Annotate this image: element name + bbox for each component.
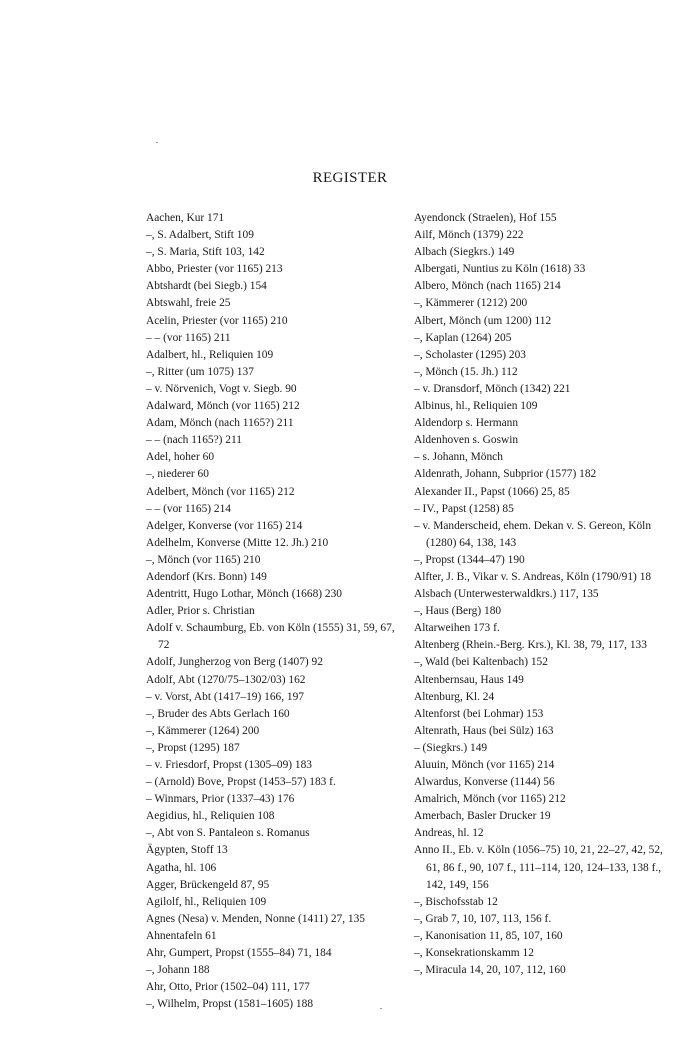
index-entry: –, Miracula 14, 20, 107, 112, 160	[414, 964, 566, 977]
index-entry: –, Mönch (15. Jh.) 112	[414, 365, 518, 378]
index-entry: Adelbert, Mönch (vor 1165) 212	[146, 485, 295, 498]
index-entry: – v. Vorst, Abt (1417–19) 166, 197	[146, 690, 304, 703]
index-entry: – – (nach 1165?) 211	[146, 434, 242, 447]
index-entry: Altarweihen 173 f.	[414, 622, 500, 635]
index-entry: Aldenrath, Johann, Subprior (1577) 182	[414, 468, 597, 481]
index-entry: – IV., Papst (1258) 85	[414, 502, 514, 515]
index-entry: –, Kämmerer (1264) 200	[146, 724, 260, 737]
index-entry: Aegidius, hl., Reliquien 108	[146, 810, 275, 823]
index-entry: Aluuin, Mönch (vor 1165) 214	[414, 759, 555, 771]
index-entry: Ägypten, Stoff 13	[146, 844, 228, 857]
index-entry: Abtshardt (bei Siegb.) 154	[146, 280, 267, 293]
index-entry: Agatha, hl. 106	[146, 861, 217, 874]
index-entry: –, niederer 60	[146, 468, 209, 481]
index-entry: Alwardus, Konverse (1144) 56	[414, 776, 555, 789]
index-entry: –, Ritter (um 1075) 137	[146, 365, 254, 378]
index-entry: Altenforst (bei Lohmar) 153	[414, 707, 544, 720]
index-column-left	[146, 210, 408, 1013]
index-entry: Anno II., Eb. v. Köln (1056–75) 10, 21, 22–27, 42, 52, 61, 86 f., 90, 107 f., 111–114, 120, 124–133, 138 f., 142, 149, 156	[414, 844, 663, 891]
index-entry: Alexander II., Papst (1066) 25, 85	[414, 485, 570, 498]
index-entry: Agnes (Nesa) v. Menden, Nonne (1411) 27, 135	[146, 912, 366, 925]
index-entry: – v. Friesdorf, Propst (1305–09) 183	[146, 759, 312, 771]
index-entry: Amalrich, Mönch (vor 1165) 212	[414, 793, 566, 806]
index-entry: – (Siegkrs.) 149	[414, 741, 488, 754]
index-entry: Abbo, Priester (vor 1165) 213	[146, 263, 283, 276]
index-entry: Albach (Siegkrs.) 149	[414, 246, 515, 259]
page-title: REGISTER	[312, 170, 388, 186]
index-entry: –, Grab 7, 10, 107, 113, 156 f.	[414, 912, 552, 925]
index-entry: –, Bischofsstab 12	[414, 895, 498, 908]
index-entry: Adalward, Mönch (vor 1165) 212	[146, 400, 300, 413]
index-entry: –, Johann 188	[146, 964, 210, 977]
index-entry: –, Konsekrationskamm 12	[414, 947, 534, 960]
index-entry: Alfter, J. B., Vikar v. S. Andreas, Köln (1790/91) 18	[414, 570, 652, 583]
index-entry: Ailf, Mönch (1379) 222	[414, 229, 524, 242]
index-entry: – v. Manderscheid, ehem. Dekan v. S. Gereon, Köln (1280) 64, 138, 143	[414, 519, 652, 549]
index-entry: Albergati, Nuntius zu Köln (1618) 33	[414, 263, 586, 276]
index-entry: –, Bruder des Abts Gerlach 160	[146, 707, 290, 720]
index-entry: –, Kaplan (1264) 205	[414, 331, 512, 344]
index-entry: –, Kanonisation 11, 85, 107, 160	[414, 929, 563, 942]
index-entry: Altenburg, Kl. 24	[414, 690, 495, 703]
index-entry: Acelin, Priester (vor 1165) 210	[146, 314, 288, 327]
index-entry: Adelhelm, Konverse (Mitte 12. Jh.) 210	[146, 536, 329, 549]
index-entry: Adel, hoher 60	[146, 451, 215, 464]
index-entry: Alsbach (Unterwesterwaldkrs.) 117, 135	[414, 588, 599, 601]
index-entry: Agilolf, hl., Reliquien 109	[146, 895, 267, 908]
index-entry: – s. Johann, Mönch	[414, 451, 503, 464]
index-entry: –, Propst (1295) 187	[146, 741, 240, 754]
index-entry: Ahr, Otto, Prior (1502–04) 111, 177	[146, 981, 310, 994]
index-entry: – v. Dransdorf, Mönch (1342) 221	[414, 382, 571, 395]
index-entry: Adam, Mönch (nach 1165?) 211	[146, 417, 294, 430]
index-entry: Ahnentafeln 61	[146, 929, 217, 942]
index-entry: –, Scholaster (1295) 203	[414, 348, 526, 361]
index-entry: Altenrath, Haus (bei Sülz) 163	[414, 724, 554, 737]
index-entry: Adler, Prior s. Christian	[146, 605, 255, 618]
index-entry: Altenbernsau, Haus 149	[414, 673, 524, 686]
index-entry: Ayendonck (Straelen), Hof 155	[414, 212, 557, 224]
index-entry: – – (vor 1165) 211	[146, 331, 231, 344]
index-entry: Abtswahl, freie 25	[146, 297, 231, 310]
index-entry: Albinus, hl., Reliquien 109	[414, 400, 538, 413]
index-entry: Adolf v. Schaumburg, Eb. von Köln (1555) 31, 59, 67, 72	[146, 622, 395, 652]
index-entry: Adendorf (Krs. Bonn) 149	[146, 570, 267, 583]
index-entry: –, Wilhelm, Propst (1581–1605) 188	[146, 998, 314, 1011]
index-entry: Andreas, hl. 12	[414, 827, 484, 840]
index-entry: –, Haus (Berg) 180	[414, 605, 502, 618]
index-entry: Albert, Mönch (um 1200) 112	[414, 314, 552, 327]
index-entry: Agger, Brückengeld 87, 95	[146, 878, 270, 891]
index-entry: – v. Nörvenich, Vogt v. Siegb. 90	[146, 382, 297, 395]
index-entry: Aachen, Kur 171	[146, 212, 225, 224]
index-entry: Altenberg (Rhein.-Berg. Krs.), Kl. 38, 79, 117, 133	[414, 639, 647, 652]
index-entry: –, Wald (bei Kaltenbach) 152	[414, 656, 548, 669]
index-entry: –, Mönch (vor 1165) 210	[146, 553, 261, 566]
index-entry: Aldenhoven s. Goswin	[414, 434, 519, 447]
index-entry: –, Kämmerer (1212) 200	[414, 297, 528, 310]
index-entry: Adolf, Abt (1270/75–1302/03) 162	[146, 673, 306, 686]
index-entry: – (Arnold) Bove, Propst (1453–57) 183 f.	[146, 776, 336, 789]
index-entry: –, S. Maria, Stift 103, 142	[146, 246, 265, 259]
index-entry: –, Abt von S. Pantaleon s. Romanus	[146, 827, 310, 840]
index-entry: Ahr, Gumpert, Propst (1555–84) 71, 184	[146, 947, 332, 960]
index-column-right	[414, 210, 676, 979]
index-entry: – Winmars, Prior (1337–43) 176	[146, 793, 295, 806]
index-entry: Adolf, Jungherzog von Berg (1407) 92	[146, 656, 323, 669]
index-entry: Albero, Mönch (nach 1165) 214	[414, 280, 561, 293]
index-entry: Amerbach, Basler Drucker 19	[414, 810, 551, 823]
index-entry: Adelger, Konverse (vor 1165) 214	[146, 519, 303, 532]
index-entry: Aldendorp s. Hermann	[414, 417, 519, 430]
index-entry: –, Propst (1344–47) 190	[414, 553, 525, 566]
index-entry: – – (vor 1165) 214	[146, 502, 231, 515]
index-entry: Adentritt, Hugo Lothar, Mönch (1668) 230	[146, 588, 342, 601]
index-entry: –, S. Adalbert, Stift 109	[146, 229, 254, 242]
index-entry: Adalbert, hl., Reliquien 109	[146, 348, 274, 361]
page-mark	[156, 142, 158, 143]
